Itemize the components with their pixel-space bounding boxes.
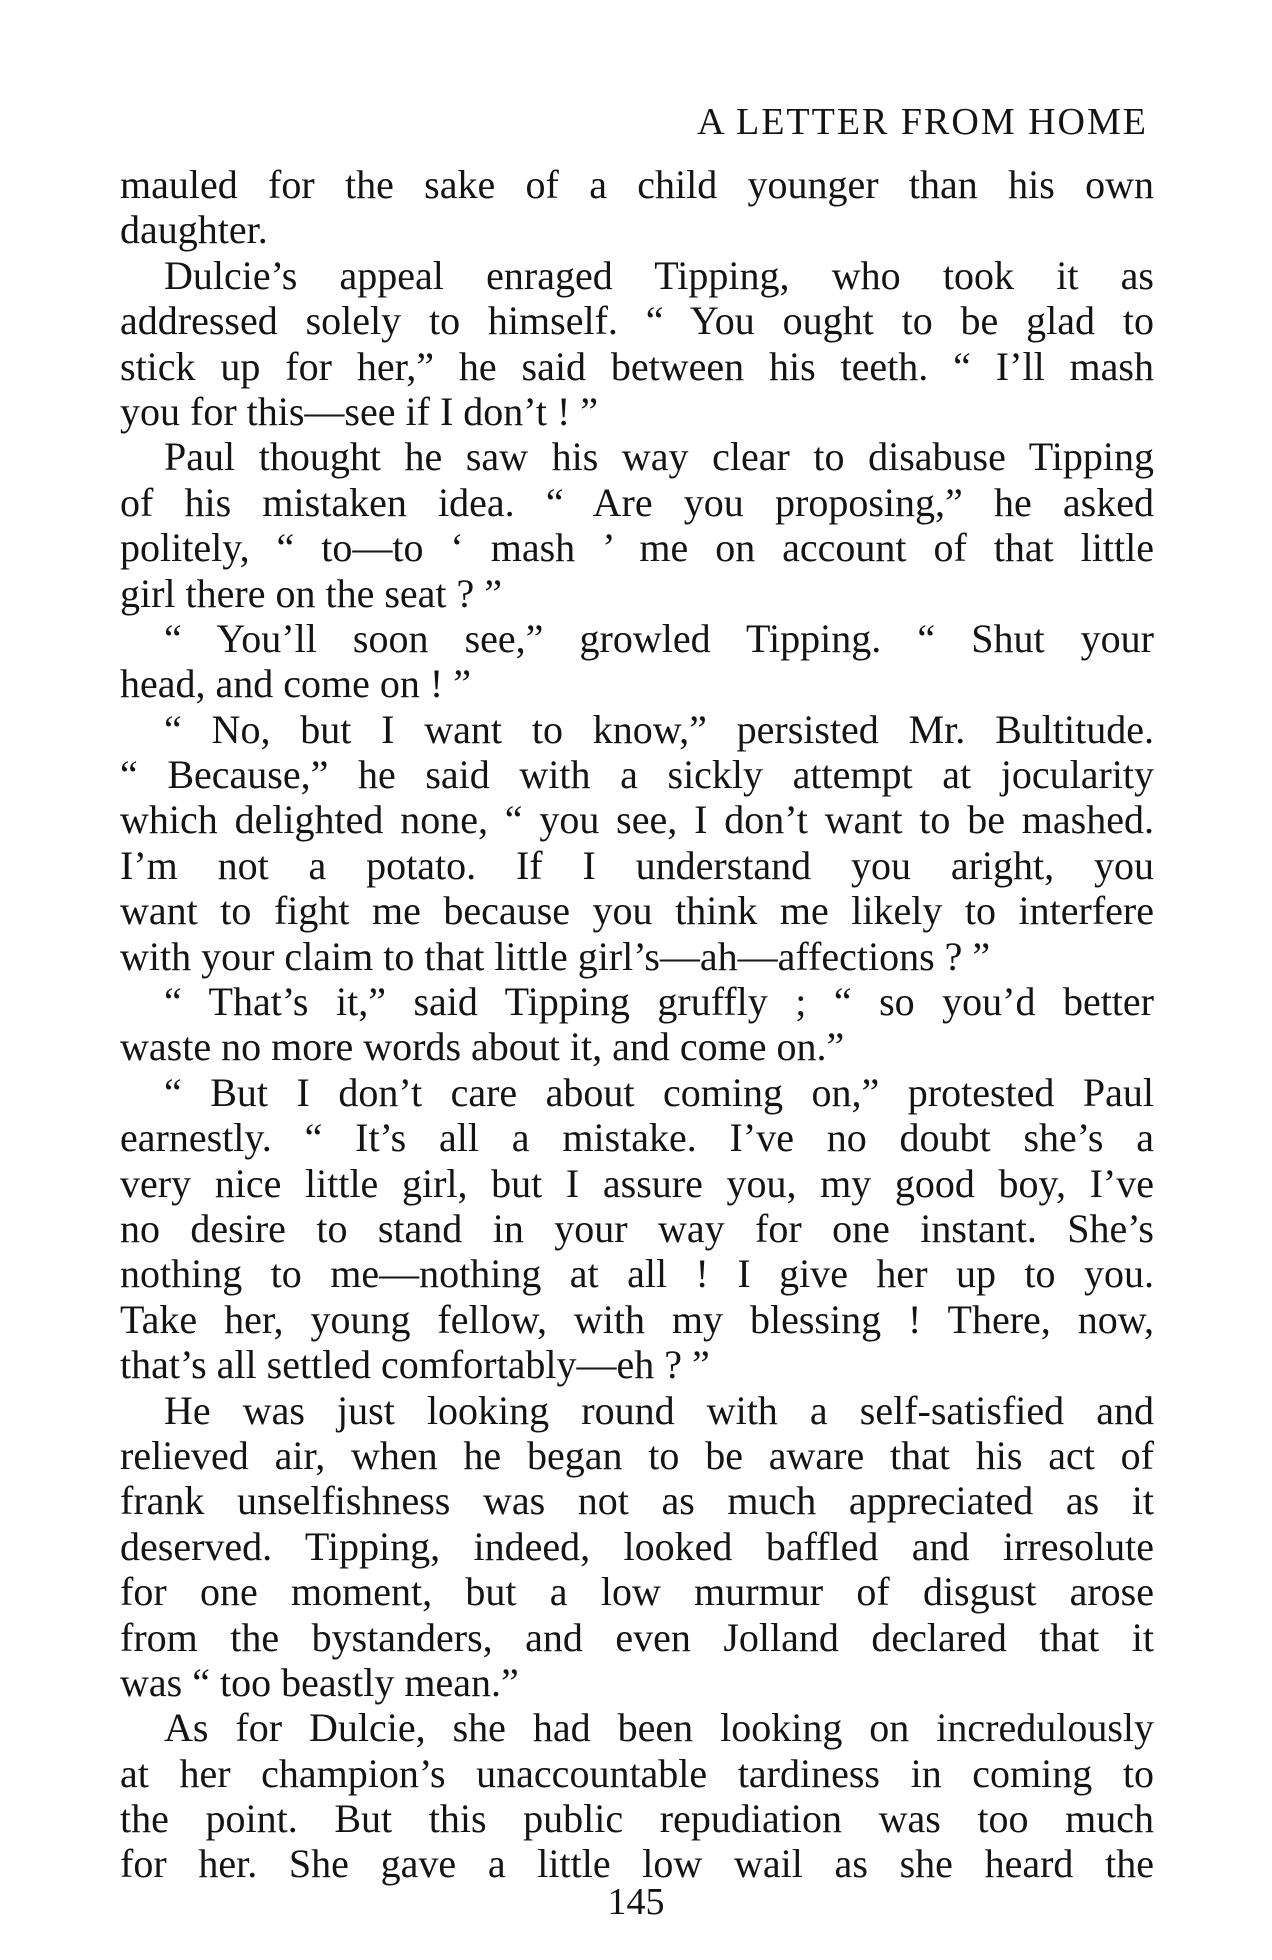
text-line: Take her, young fellow, with my blessing ! There, now,: [120, 1296, 1154, 1342]
text-line: As for Dulcie, she had been looking on incredulously: [164, 1705, 1154, 1751]
text-line: addressed solely to himself. “ You ought to be glad to: [120, 298, 1154, 344]
page-number: 145: [607, 1881, 665, 1923]
text-line: deserved. Tipping, indeed, looked baffled and irresolute: [120, 1523, 1154, 1569]
text-line: stick up for her,” he said between his teeth. “ I’ll mash: [120, 343, 1154, 389]
text-line: Dulcie’s appeal enraged Tipping, who took it as: [164, 252, 1154, 298]
text-line: head, and come on ! ”: [120, 661, 471, 707]
text-line: of his mistaken idea. “ Are you proposing,” he asked: [120, 479, 1154, 525]
text-line: “ Because,” he said with a sickly attempt at jocularity: [120, 752, 1154, 798]
text-line: Paul thought he saw his way clear to disabuse Tipping: [164, 434, 1154, 480]
text-line: daughter.: [120, 207, 268, 253]
text-line: was “ too beastly mean.”: [120, 1659, 519, 1705]
text-line: want to fight me because you think me likely to interfere: [120, 888, 1154, 934]
running-head: A LETTER FROM HOME: [697, 101, 1148, 143]
text-line: nothing to me—nothing at all ! I give her up to you.: [120, 1251, 1154, 1297]
text-line: relieved air, when he began to be aware that his act of: [120, 1432, 1154, 1478]
text-line: “ No, but I want to know,” persisted Mr. Bultitude.: [164, 706, 1154, 752]
text-line: “ You’ll soon see,” growled Tipping. “ Shut your: [164, 615, 1154, 661]
text-line: “ But I don’t care about coming on,” protested Paul: [164, 1069, 1154, 1115]
text-line: earnestly. “ It’s all a mistake. I’ve no doubt she’s a: [120, 1115, 1154, 1161]
text-line: frank unselfishness was not as much appreciated as it: [120, 1478, 1154, 1524]
text-line: for one moment, but a low murmur of disgust arose: [120, 1569, 1154, 1615]
text-line: from the bystanders, and even Jolland declared that it: [120, 1614, 1154, 1660]
text-line: you for this—see if I don’t ! ”: [120, 388, 599, 434]
text-line: girl there on the seat ? ”: [120, 570, 503, 616]
text-line: with your claim to that little girl’s—ah—affections ? ”: [120, 933, 991, 979]
text-line: I’m not a potato. If I understand you aright, you: [120, 842, 1154, 888]
text-line: for her. She gave a little low wail as she heard the: [120, 1841, 1154, 1887]
text-line: “ That’s it,” said Tipping gruffly ; “ so you’d better: [164, 979, 1154, 1025]
text-line: that’s all settled comfortably—eh ? ”: [120, 1342, 710, 1388]
text-line: He was just looking round with a self-satisfied and: [164, 1387, 1154, 1433]
text-line: politely, “ to—to ‘ mash ’ me on account of that little: [120, 525, 1154, 571]
text-line: which delighted none, “ you see, I don’t want to be mashed.: [120, 797, 1154, 843]
text-line: mauled for the sake of a child younger than his own: [120, 162, 1154, 207]
text-line: the point. But this public repudiation was too much: [120, 1796, 1154, 1842]
text-line: at her champion’s unaccountable tardiness in coming to: [120, 1750, 1154, 1796]
body-text: [120, 162, 1154, 1887]
text-line: waste no more words about it, and come on.”: [120, 1024, 845, 1070]
text-line: no desire to stand in your way for one instant. She’s: [120, 1205, 1154, 1251]
text-line: very nice little girl, but I assure you, my good boy, I’ve: [120, 1160, 1154, 1206]
